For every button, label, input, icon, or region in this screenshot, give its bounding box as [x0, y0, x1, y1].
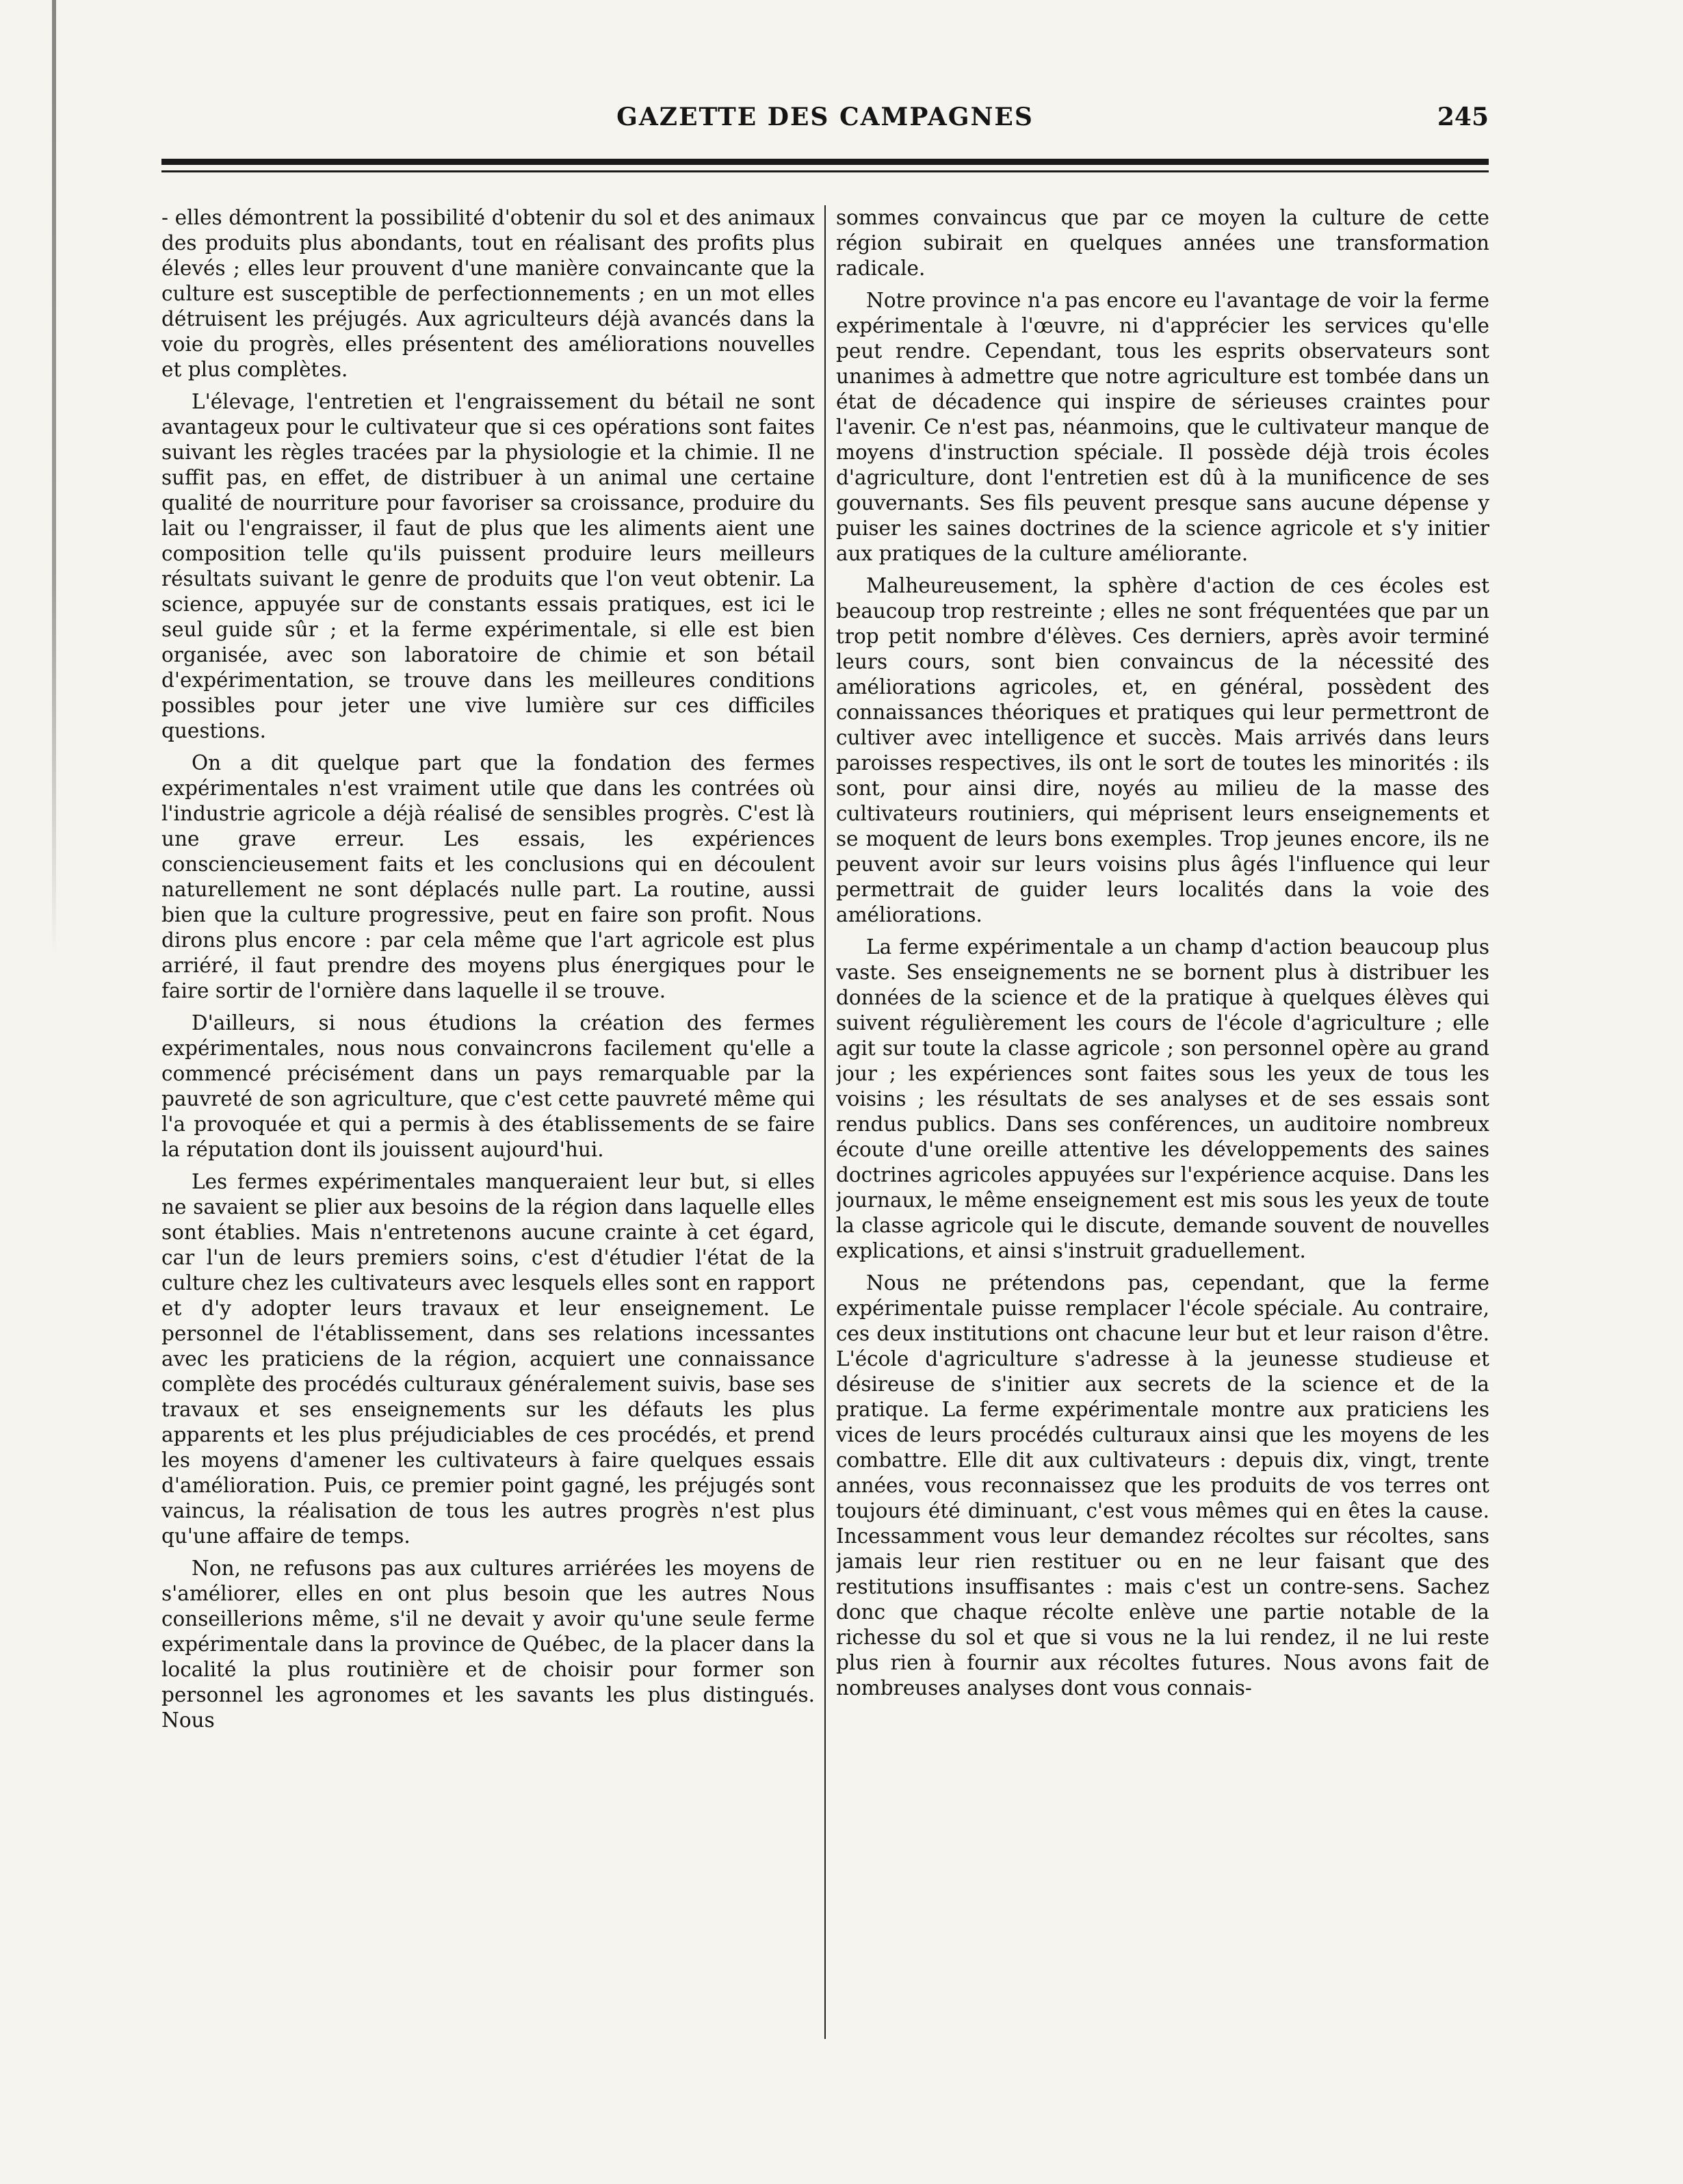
paragraph: Nous ne prétendons pas, cependant, que la ferme expérimentale puisse remplacer l'école spéciale. Au contraire, ces deux institutions ont chacune leur but et leur raison d'être. L'école d'agriculture s'adresse à la jeunesse studieuse et désireuse de s'initier aux secrets de la science et de la pratique. La ferme expérimentale montre aux praticiens les vices de leurs procédés culturaux ainsi que les moyens de les combattre. Elle dit aux cultivateurs : depuis dix, vingt, trente années, vous reconnaissez que les produits de vos terres ont toujours été diminuant, c'est vous mêmes qui en êtes la cause. Incessamment vous leur demandez récoltes sur récoltes, sans jamais leur rien restituer ou en ne leur faisant que des restitutions insuffisantes : mais c'est un contre-sens. Sachez donc que chaque récolte enlève une partie notable de la richesse du sol et que si vous ne la lui rendez, il ne lui reste plus rien à fournir aux récoltes futures. Nous avons fait de nombreuses analyses dont vous connais-: [836, 1271, 1489, 1700]
left-column: [161, 205, 815, 2066]
header-rule-thick: [161, 159, 1489, 165]
paragraph: D'ailleurs, si nous étudions la création des fermes expérimentales, nous nous convaincrons facilement qu'elle a commencé précisément dans un pays remarquable par la pauvreté de son agriculture, que c'est cette pauvreté même qui l'a provoquée et qui a permis à des établissements de se faire la réputation dont ils jouissent aujourd'hui.: [161, 1011, 815, 1161]
publication-title: GAZETTE DES CAMPAGNES: [616, 103, 1034, 131]
paragraph: Notre province n'a pas encore eu l'avantage de voir la ferme expérimentale à l'œuvre, ni d'apprécier les services qu'elle peut rendre. Cependant, tous les esprits observateurs sont unanimes à admettre que notre agriculture est tombée dans un état de décadence qui inspire de sérieuses craintes pour l'avenir. Ce n'est pas, néanmoins, que le cultivateur manque de moyens d'instruction spéciale. Il possède déjà trois écoles d'agriculture, dont l'entretien est dû à la munificence de ses gouvernants. Ses fils peuvent presque sans aucune dépense y puiser les saines doctrines de la science agricole et s'y initier aux pratiques de la culture améliorante.: [836, 289, 1489, 565]
paragraph: On a dit quelque part que la fondation des fermes expérimentales n'est vraiment utile que dans les contrées où l'industrie agricole a déjà réalisé de sensibles progrès. C'est là une grave erreur. Les essais, les expériences consciencieusement faits et les conclusions qui en découlent naturellement ne sont déplacés nulle part. La routine, aussi bien que la culture progressive, peut en faire son profit. Nous dirons plus encore : par cela même que l'art agricole est plus arriéré, il faut prendre des moyens plus énergiques pour le faire sortir de l'ornière dans laquelle il se trouve.: [161, 751, 815, 1002]
paragraph: Malheureusement, la sphère d'action de ces écoles est beaucoup trop restreinte ; elles ne sont fréquentées que par un trop petit nombre d'élèves. Ces derniers, après avoir terminé leurs cours, sont bien convaincus de la nécessité des améliorations agricoles, et, en général, possèdent des connaissances théoriques et pratiques qui leur permettront de cultiver avec intelligence et succès. Mais arrivés dans leurs paroisses respectives, ils ont le sort de toutes les minorités : ils sont, pour ainsi dire, noyés au milieu de la masse des cultivateurs routiniers, qui méprisent leurs enseignements et se moquent de leurs bons exemples. Trop jeunes encore, ils ne peuvent avoir sur leurs voisins plus âgés l'influence qui leur permettrait de guider leurs localités dans la voie des améliorations.: [836, 574, 1489, 926]
binding-edge: [52, 0, 56, 958]
paragraph: - elles démontrent la possibilité d'obtenir du sol et des animaux des produits plus abondants, tout en réalisant des profits plus élevés ; elles leur prouvent d'une manière convaincante que la culture est susceptible de perfectionnements ; en un mot elles détruisent les préjugés. Aux agriculteurs déjà avancés dans la voie du progrès, elles présentent des améliorations nouvelles et plus complètes.: [161, 206, 815, 381]
column-divider: [824, 205, 826, 2039]
page-number: 245: [1437, 103, 1489, 131]
paragraph: Les fermes expérimentales manqueraient leur but, si elles ne savaient se plier aux besoins de la région dans laquelle elles sont établies. Mais n'entretenons aucune crainte à cet égard, car l'un de leurs premiers soins, c'est d'étudier l'état de la culture chez les cultivateurs avec lesquels elles sont en rapport et d'y adopter leurs travaux et leur enseignement. Le personnel de l'établissement, dans ses relations incessantes avec les praticiens de la région, acquiert une connaissance complète des procédés culturaux généralement suivis, base ses travaux et ses enseignements sur les défauts les plus apparents et les plus préjudiciables de ces procédés, et prend les moyens d'amener les cultivateurs à faire quelques essais d'amélioration. Puis, ce premier point gagné, les préjugés sont vaincus, la réalisation de tous les autres progrès n'est plus qu'une affaire de temps.: [161, 1170, 815, 1548]
paragraph: sommes convaincus que par ce moyen la culture de cette région subirait en quelques années une transformation radicale.: [836, 206, 1489, 280]
paragraph: Non, ne refusons pas aux cultures arriérées les moyens de s'améliorer, elles en ont plus besoin que les autres Nous conseillerions même, s'il ne devait y avoir qu'une seule ferme expérimentale dans la province de Québec, de la placer dans la localité la plus routinière et de choisir pour former son personnel les agronomes et les savants les plus distingués. Nous: [161, 1557, 815, 1732]
page-header: [161, 103, 1489, 144]
header-rule-thin: [161, 170, 1489, 172]
paragraph: La ferme expérimentale a un champ d'action beaucoup plus vaste. Ses enseignements ne se bornent plus à distribuer les données de la science et de la pratique à quelques élèves qui suivent régulièrement les cours de l'école d'agriculture ; elle agit sur toute la classe agricole ; son personnel opère au grand jour ; les expériences sont faites sous les yeux de tous les voisins ; les résultats de ses analyses et de ses essais sont rendus publics. Dans ses conférences, un auditoire nombreux écoute d'une oreille attentive les développements des saines doctrines agricoles appuyées sur l'expérience acquise. Dans les journaux, le même enseignement est mis sous les yeux de toute la classe agricole qui le discute, demande souvent de nouvelles explications, et ainsi s'instruit graduellement.: [836, 935, 1489, 1262]
right-column: [836, 205, 1489, 2066]
paragraph: L'élevage, l'entretien et l'engraissement du bétail ne sont avantageux pour le cultivateur que si ces opérations sont faites suivant les règles tracées par la physiologie et la chimie. Il ne suffit pas, en effet, de distribuer à un animal une certaine qualité de nourriture pour favoriser sa croissance, produire du lait ou l'engraisser, il faut de plus que les aliments aient une composition telle qu'ils puissent produire leurs meilleurs résultats suivant le genre de produits que l'on veut obtenir. La science, appuyée sur de constants essais pratiques, est ici le seul guide sûr ; et la ferme expérimentale, si elle est bien organisée, avec son laboratoire de chimie et son bétail d'expérimentation, se trouve dans les meilleures conditions possibles pour jeter une vive lumière sur ces difficiles questions.: [161, 390, 815, 742]
